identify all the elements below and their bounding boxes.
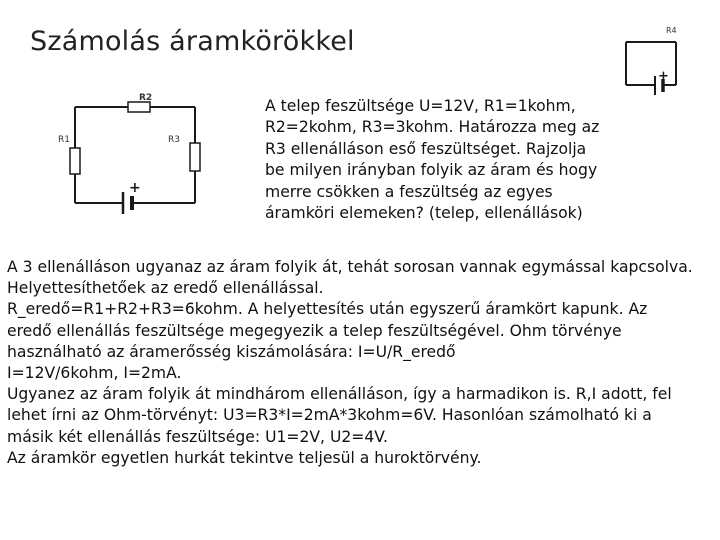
label-plus: + bbox=[129, 180, 141, 196]
solution-line: I=12V/6kohm, I=2mA. bbox=[7, 364, 182, 383]
solution-line: Ugyanez az áram folyik át mindhárom ellenálláson, így a harmadikon is. R,I adott, fel bbox=[7, 385, 672, 404]
task-line: A telep feszültsége U=12V, R1=1kohm, bbox=[265, 97, 576, 115]
task-line: R2=2kohm, R3=3kohm. Határozza meg az bbox=[265, 118, 600, 137]
resistor-r2 bbox=[128, 102, 150, 112]
circuit-diagram-small bbox=[618, 22, 683, 102]
label-r1: R1 bbox=[58, 135, 70, 145]
solution-line: A 3 ellenálláson ugyanaz az áram folyik át, tehát sorosan vannak egymással kapcsolva. bbox=[7, 258, 693, 276]
solution-text bbox=[7, 257, 717, 469]
task-line: R3 ellenálláson eső feszültséget. Rajzolja bbox=[265, 139, 587, 158]
solution-line: Az áramkör egyetlen hurkát tekintve teljesül a huroktörvény. bbox=[7, 448, 482, 467]
solution-line: másik két ellenállás feszültsége: U1=2V, U2=4V. bbox=[7, 427, 388, 446]
task-line: merre csökken a feszültség az egyes bbox=[265, 182, 553, 201]
label-plus-small: + bbox=[658, 69, 669, 84]
task-line: áramköri elemeken? (telep, ellenállások) bbox=[265, 204, 583, 223]
page-title: Számolás áramkörökkel bbox=[30, 26, 355, 57]
circuit-diagram-main bbox=[50, 88, 220, 223]
solution-line: Helyettesíthetőek az eredő ellenállással. bbox=[7, 279, 324, 298]
task-text bbox=[265, 96, 610, 224]
resistor-r1 bbox=[70, 148, 80, 174]
solution-line: R_eredő=R1+R2+R3=6kohm. A helyettesítés után egyszerű áramkört kapunk. Az bbox=[7, 300, 648, 319]
solution-line: lehet írni az Ohm-törvényt: U3=R3*I=2mA*3kohm=6V. Hasonlóan számolható ki a bbox=[7, 406, 652, 425]
label-r4: R4 bbox=[666, 26, 677, 35]
label-r3: R3 bbox=[168, 135, 180, 145]
label-r2: R2 bbox=[139, 93, 153, 103]
task-line: be milyen irányban folyik az áram és hogy bbox=[265, 161, 598, 180]
solution-line: használható az áramerősség kiszámolására: I=U/R_eredő bbox=[7, 342, 456, 361]
solution-line: eredő ellenállás feszültsége megegyezik a telep feszültségével. Ohm törvénye bbox=[7, 321, 622, 340]
resistor-r3 bbox=[190, 143, 200, 171]
